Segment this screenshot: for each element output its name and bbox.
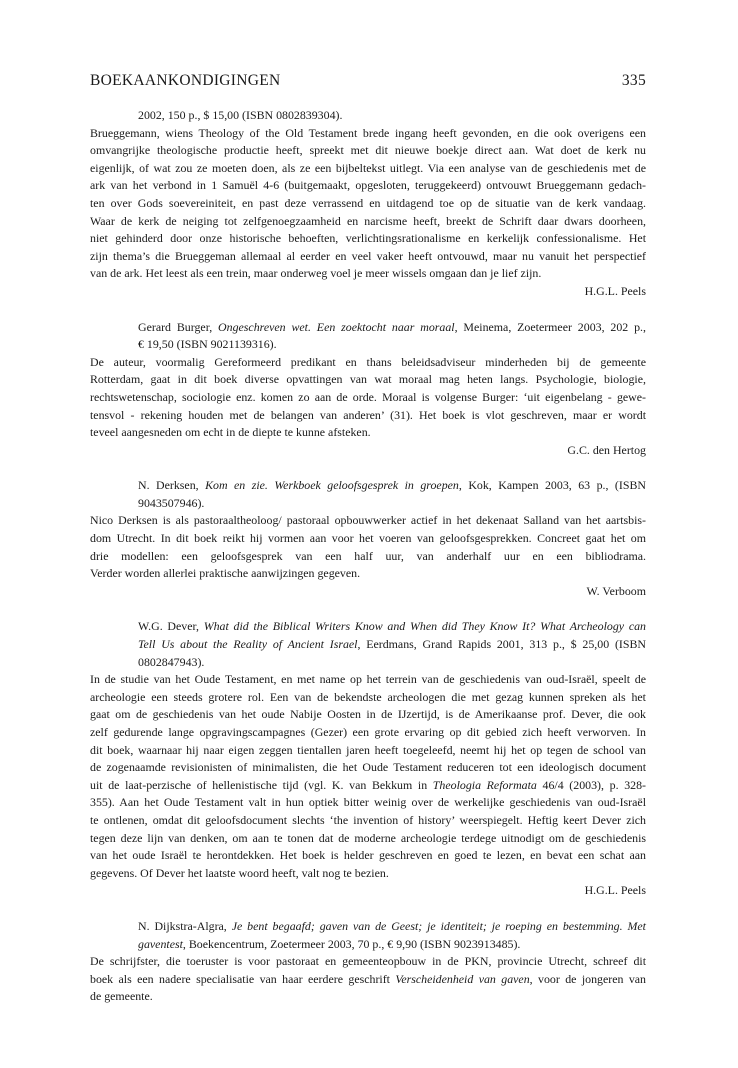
- body-text-line: tegen deze lijn van denken, om aan te tonen dat de moderne archeologie terdege uitnodigt om de geschiedenis: [90, 830, 646, 845]
- review-body: [90, 354, 646, 442]
- running-header: [90, 72, 646, 90]
- body-text-line: De auteur, voormalig Gereformeerd predikant en thans beleidsadviseur minderheden bij de gemeente: [90, 354, 646, 369]
- review-entry: [90, 319, 646, 460]
- body-text-line: tensvol - rekening houden met de belangen van anderen’ (31). Het boek is vlot geschreven, maar er wordt: [90, 407, 646, 422]
- body-text-line: van de ark. Het leest als een trein, maar onderweg voel je meer wissels omgaan dan je lief zijn.: [90, 266, 542, 281]
- citation-author: N. Derksen,: [138, 478, 206, 493]
- review-body: [90, 671, 646, 882]
- citation-author: N. Dijkstra-Algra,: [138, 918, 232, 933]
- citation-publisher: , Boekencentrum, Zoetermeer 2003, 70 p., € 9,90 (ISBN 9023913485).: [182, 936, 521, 951]
- body-text-line: ark van het verbond in 1 Samuël 4-6 (buitgemaakt, opgesloten, teruggekeerd) ontvouwt Brueggemann gedach-: [90, 178, 646, 193]
- citation-line: [138, 636, 646, 654]
- body-text-line: In de studie van het Oude Testament, en met name op het terrein van de geschiedenis van oud-Israël, speelt de: [90, 672, 646, 687]
- body-text-line: rechtswetenschap, sociologie enz. komen zo aan de orde. Moraal is volgense Burger: ‘uit eigenbelang - gewe-: [90, 389, 646, 404]
- citation-line: [138, 477, 646, 495]
- body-text-line: drie modellen: een geloofsgesprek van een half uur, van anderhalf uur en een bibliodrama.: [90, 548, 646, 563]
- review-body: [90, 512, 646, 582]
- reviewer-name: H.G.L. Peels: [584, 283, 646, 298]
- body-text-line: van het oude Israël te herontdekken. Het boek is helder geschreven en goed te lezen, en bevat een schat aan: [90, 848, 646, 863]
- body-text-line: de gemeente.: [90, 989, 153, 1004]
- body-text-line: zijn thema’s die Brueggeman allemaal al eerder en veel vaker heeft ontvouwd, maar nu vanuit het perspectief: [90, 248, 646, 263]
- body-text-line: Verder worden allerlei praktische aanwijzingen gegeven.: [90, 566, 361, 581]
- book-citation: [90, 107, 646, 125]
- reviewer-name: H.G.L. Peels: [584, 883, 646, 898]
- book-title: Tell Us about the Reality of Ancient Israel: [138, 637, 358, 652]
- citation-line: 2002, 150 p., $ 15,00 (ISBN 0802839304).: [138, 108, 343, 122]
- body-text-line: Rotterdam, gaat in dit boek diverse opvattingen van wat moraal mag heten langs. Psychologie, biologie,: [90, 372, 646, 387]
- body-text-line: ten over Gods soevereiniteit, en past deze verrassend en uitdagend toe op de situatie van de kerk vandaag.: [90, 195, 646, 210]
- body-text-line: Waar de kerk de neiging tot zelfgenoegzaamheid en narcisme heeft, breekt de Schrift daar dwars doorheen,: [90, 213, 646, 228]
- reviewer-name: W. Verboom: [586, 583, 646, 598]
- citation-line: [138, 936, 646, 954]
- body-text-line: niet gehinderd door onze historische behoeften, verlichtingsrationalisme en kerkelijk confessionalisme. Het: [90, 231, 646, 246]
- body-text-line: zelf gedurende lange opgravingscampagnes (Gezer) een grote ervaring op dit gebied zich heeft verworven. In: [90, 725, 646, 739]
- citation-publisher: , Meinema, Zoetermeer 2003, 202 p.,: [454, 319, 647, 334]
- citation-line: € 19,50 (ISBN 9021139316).: [138, 337, 277, 352]
- citation-line: 0802847943).: [138, 654, 205, 669]
- body-text-line: boek als een nadere specialisatie van haar eerdere geschrift Verscheidenheid van gaven, voor de jongeren van: [90, 971, 646, 986]
- citation-author: Gerard Burger,: [138, 319, 219, 334]
- body-text-line: eigenlijk, of wat zou ze moeten doen, als ze een bijbeltekst uitlegt. Via een analyse van de geschiedenis met de: [90, 160, 646, 175]
- body-text-line: De schrijfster, die toeruster is voor pastoraat en gemeenteopbouw in de PKN, provincie Utrecht, schreef dit: [90, 954, 646, 969]
- body-text-line: gegevens. Of Dever het laatste woord heeft, valt nog te bezien.: [90, 865, 389, 880]
- book-title: Kom en zie. Werkboek geloofsgesprek in groepen: [205, 478, 459, 493]
- body-text-line: omvangrijke theologische productie heeft, spreekt met dit nieuwe boekje direct aan. Wat doet de kerk nu: [90, 143, 646, 158]
- review-entry: [90, 918, 646, 1006]
- review-entry: [90, 618, 646, 900]
- book-citation: [90, 319, 646, 354]
- page: [90, 72, 646, 1006]
- section-title: BOEKAANKONDIGINGEN: [90, 72, 281, 89]
- reviewer-name: G.C. den Hertog: [567, 442, 646, 457]
- citation-line: [138, 918, 646, 936]
- body-text-line: Nico Derksen is als pastoraaltheoloog/ pastoraal opbouwwerker actief in het dekenaat Salland van het aartsbis-: [90, 513, 646, 528]
- body-text-line: gaat om de geschiedenis van het oude Nabije Oosten in de IJzertijd, is de Amerikaanse prof. Dever, die ook: [90, 707, 646, 722]
- book-title: gaventest: [138, 936, 183, 951]
- book-title: Ongeschreven wet. Een zoektocht naar moraal: [218, 319, 455, 334]
- book-title: Je bent begaafd; gaven van de Geest; je identiteit; je roeping en bestemming. Met: [231, 918, 646, 933]
- citation-line: [138, 618, 646, 636]
- body-text-line: de zogenaamde revisionisten of minimalisten, die het Oude Testament reduceren tot een ideologisch document: [90, 760, 646, 775]
- citation-line: 9043507946).: [138, 495, 205, 510]
- book-citation: [90, 477, 646, 512]
- page-number: 335: [621, 72, 646, 89]
- review-body: [90, 125, 646, 283]
- book-title: What did the Biblical Writers Know and When did They Know It? What Archeology can: [203, 619, 646, 634]
- citation-publisher: , Kok, Kampen 2003, 63 p., (ISBN: [458, 478, 646, 493]
- body-text-line: 355). Aan het Oude Testament valt in hun optiek bitter weinig over de werkelijke geschiedenis van oud-Israël: [90, 795, 646, 810]
- citation-publisher: , Eerdmans, Grand Rapids 2001, 313 p., $ 25,00 (ISBN: [357, 637, 646, 652]
- review-entry: [90, 107, 646, 301]
- book-citation: [90, 618, 646, 671]
- body-text-line: te ontlenen, omdat dit geloofsdocument slechts ‘the invention of history’ weerspiegelt. Heftig keert Dever zich: [90, 812, 646, 827]
- review-body: [90, 953, 646, 1006]
- body-text-line: uit de laat-perzische of hellenistische tijd (vgl. K. van Bekkum in Theologia Reformata 46/4 (2003), p. 328-: [90, 777, 646, 792]
- body-text-line: Brueggemann, wiens Theology of the Old Testament brede ingang heeft gevonden, en die ook overigens een: [90, 125, 646, 140]
- citation-line: [138, 319, 646, 337]
- body-text-line: dom Utrecht. In dit boek reikt hij vormen aan voor het voeren van geloofsgesprekken. Concreet gaat het om: [90, 531, 646, 546]
- body-text-line: archeologie een steeds grotere rol. Een van de bekendste archeologen die met gezag kunnen spreken als het: [90, 689, 646, 704]
- book-citation: [90, 918, 646, 953]
- body-text-line: dit boek, waarnaar hij naar eigen zeggen tientallen jaren heeft toegeleefd, neemt hij het op tegen de school van: [90, 742, 646, 757]
- body-text-line: teveel aangesneden om echt in de diepte te kunne afsteken.: [90, 425, 371, 440]
- review-entry: [90, 477, 646, 600]
- citation-author: W.G. Dever,: [138, 619, 204, 634]
